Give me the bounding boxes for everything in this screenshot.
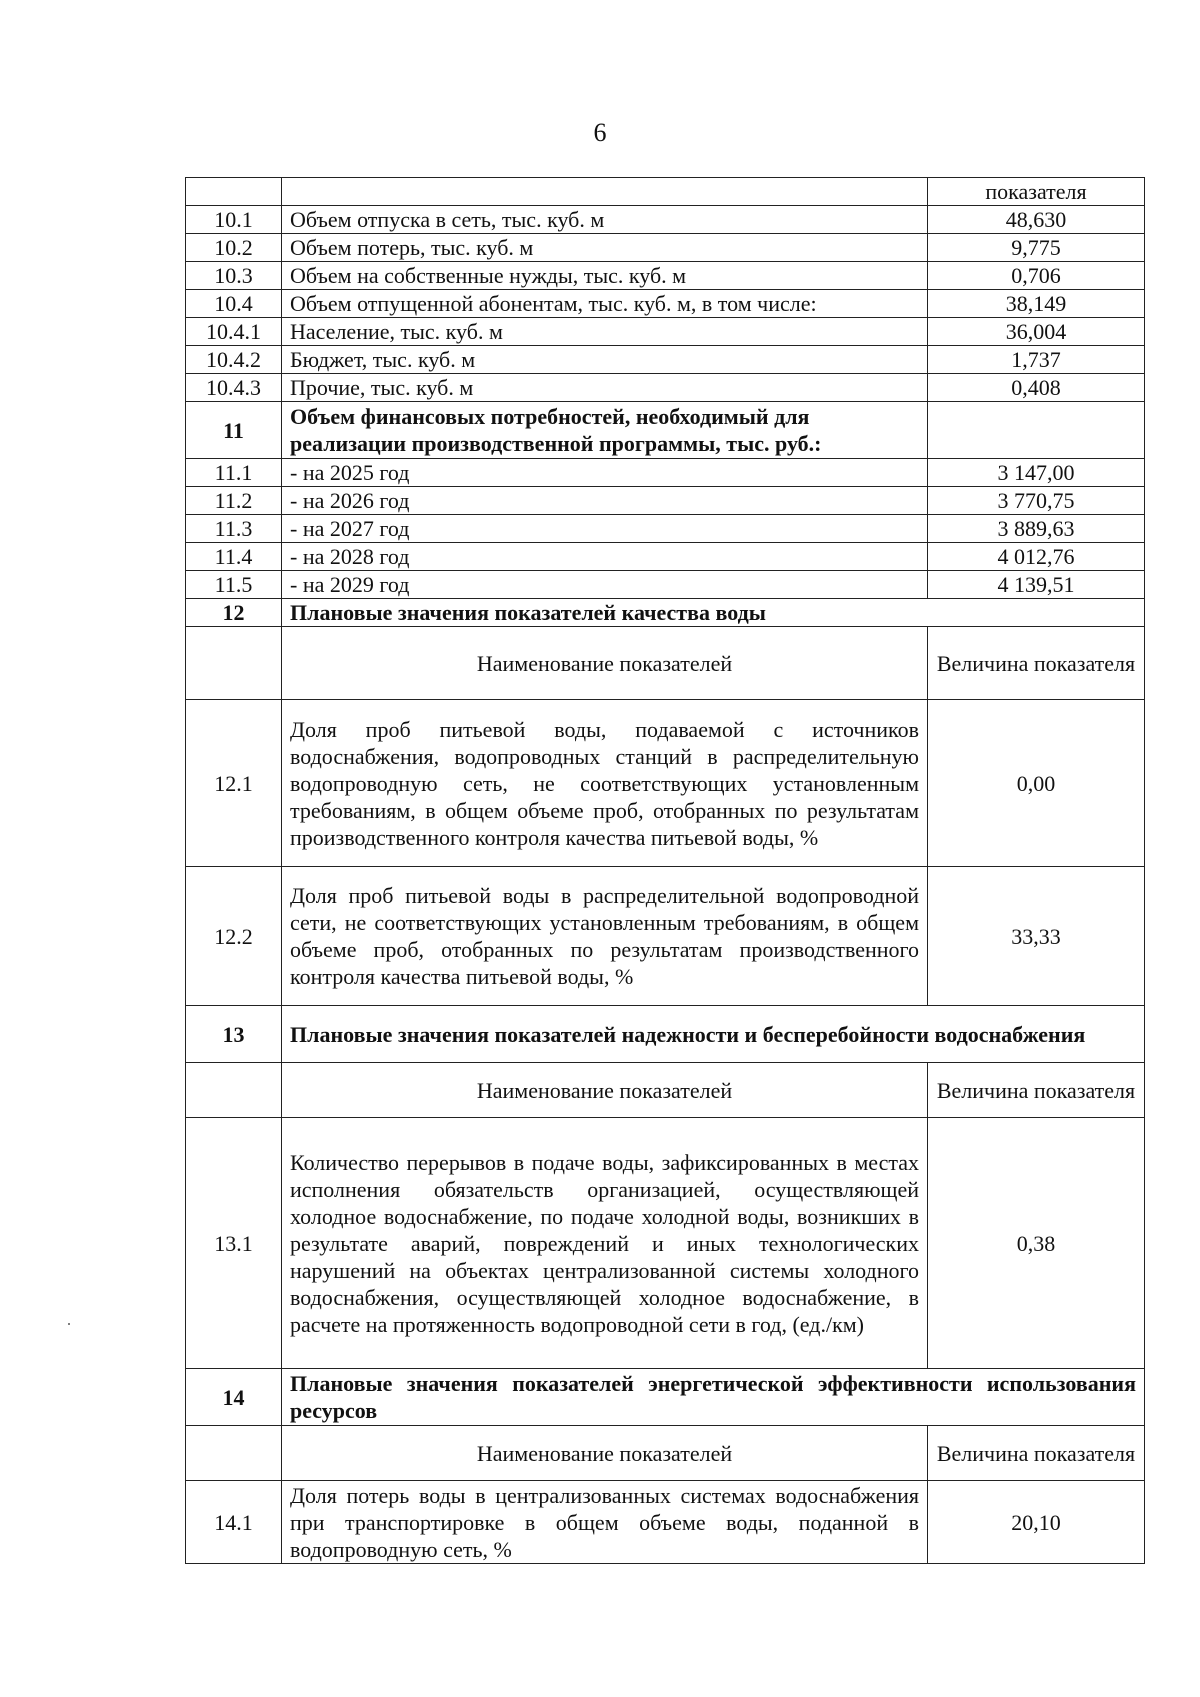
section-title: Плановые значения показателей качества воды bbox=[282, 599, 1145, 627]
table-row bbox=[186, 206, 1145, 234]
section-number: 13 bbox=[186, 1006, 282, 1063]
row-value: 3 889,63 bbox=[928, 515, 1145, 543]
row-number: 10.4.3 bbox=[186, 374, 282, 402]
table-row bbox=[186, 515, 1145, 543]
column-header-name: Наименование показателей bbox=[282, 1063, 928, 1118]
row-value: 4 139,51 bbox=[928, 571, 1145, 599]
column-header-row bbox=[186, 627, 1145, 700]
row-text bbox=[282, 178, 928, 206]
row-text: - на 2027 год bbox=[282, 515, 928, 543]
row-text: Объем на собственные нужды, тыс. куб. м bbox=[282, 262, 928, 290]
row-value: 36,004 bbox=[928, 318, 1145, 346]
row-number: 11.4 bbox=[186, 543, 282, 571]
row-value: 4 012,76 bbox=[928, 543, 1145, 571]
row-number: 14.1 bbox=[186, 1481, 282, 1564]
section-number: 12 bbox=[186, 599, 282, 627]
row-number: 10.4.2 bbox=[186, 346, 282, 374]
section-title: Плановые значения показателей энергетической эффективности использования ресурсов bbox=[282, 1369, 1145, 1426]
table-row bbox=[186, 459, 1145, 487]
row-number: 11.1 bbox=[186, 459, 282, 487]
row-number: 10.4 bbox=[186, 290, 282, 318]
row-text: - на 2025 год bbox=[282, 459, 928, 487]
section-title: Объем финансовых потребностей, необходимый для реализации производственной программы, тыс. руб.: bbox=[282, 402, 928, 459]
row-text: Объем отпуска в сеть, тыс. куб. м bbox=[282, 206, 928, 234]
indicators-table bbox=[185, 177, 1145, 1564]
column-header-name: Наименование показателей bbox=[282, 1426, 928, 1481]
row-number bbox=[186, 1063, 282, 1118]
table-row bbox=[186, 374, 1145, 402]
row-text: Доля проб питьевой воды в распределительной водопроводной сети, не соответствующих установленным требованиям, в общем объеме проб, отобранных по результатам производственного контроля качества питьевой воды, % bbox=[282, 867, 928, 1006]
section-row bbox=[186, 599, 1145, 627]
row-value: 0,706 bbox=[928, 262, 1145, 290]
section-number: 11 bbox=[186, 402, 282, 459]
row-value bbox=[928, 402, 1145, 459]
row-text: Количество перерывов в подаче воды, зафиксированных в местах исполнения обязательств организацией, осуществляющей холодное водоснабжение, по подаче холодной воды, возникших в результате аварий, повреждений и иных технологических нарушений на объектах централизованной системы холодного водоснабжения, осуществляющей холодное водоснабжение, в расчете на протяженность водопроводной сети в год, (ед./км) bbox=[282, 1118, 928, 1369]
row-text: Население, тыс. куб. м bbox=[282, 318, 928, 346]
table-row bbox=[186, 487, 1145, 515]
row-value: 1,737 bbox=[928, 346, 1145, 374]
row-value: 0,38 bbox=[928, 1118, 1145, 1369]
column-header-value: Величина показателя bbox=[928, 627, 1145, 700]
table-row bbox=[186, 234, 1145, 262]
row-number: 10.3 bbox=[186, 262, 282, 290]
scan-speck bbox=[68, 1323, 70, 1325]
table-row bbox=[186, 1118, 1145, 1369]
row-value: 9,775 bbox=[928, 234, 1145, 262]
row-text: - на 2028 год bbox=[282, 543, 928, 571]
section-number: 14 bbox=[186, 1369, 282, 1426]
row-number: 12.1 bbox=[186, 700, 282, 867]
row-number: 10.1 bbox=[186, 206, 282, 234]
table-row bbox=[186, 700, 1145, 867]
row-number bbox=[186, 178, 282, 206]
row-number: 11.2 bbox=[186, 487, 282, 515]
row-value: 48,630 bbox=[928, 206, 1145, 234]
row-number: 11.3 bbox=[186, 515, 282, 543]
row-value: 38,149 bbox=[928, 290, 1145, 318]
column-header-name: Наименование показателей bbox=[282, 627, 928, 700]
row-text: Доля потерь воды в централизованных системах водоснабжения при транспортировке в общем объеме воды, поданной в водопроводную сеть, % bbox=[282, 1481, 928, 1564]
row-number: 13.1 bbox=[186, 1118, 282, 1369]
row-text: Объем потерь, тыс. куб. м bbox=[282, 234, 928, 262]
table-row bbox=[186, 290, 1145, 318]
section-title: Плановые значения показателей надежности и бесперебойности водоснабжения bbox=[282, 1006, 1145, 1063]
row-value: 3 770,75 bbox=[928, 487, 1145, 515]
row-text: Доля проб питьевой воды, подаваемой с источников водоснабжения, водопроводных станций в распределительную водопроводную сеть, не соответствующих установленным требованиям, в общем объеме проб, отобранных по результатам производственного контроля качества питьевой воды, % bbox=[282, 700, 928, 867]
row-text: Объем отпущенной абонентам, тыс. куб. м, в том числе: bbox=[282, 290, 928, 318]
column-header-value: Величина показателя bbox=[928, 1426, 1145, 1481]
row-number: 12.2 bbox=[186, 867, 282, 1006]
page-number: 6 bbox=[593, 118, 607, 147]
table-row bbox=[186, 262, 1145, 290]
row-value: 33,33 bbox=[928, 867, 1145, 1006]
section-row bbox=[186, 1369, 1145, 1426]
table-row bbox=[186, 318, 1145, 346]
section-row bbox=[186, 1006, 1145, 1063]
table-row bbox=[186, 178, 1145, 206]
row-text: - на 2029 год bbox=[282, 571, 928, 599]
row-value: 0,00 bbox=[928, 700, 1145, 867]
column-header-row bbox=[186, 1426, 1145, 1481]
column-header-value: Величина показателя bbox=[928, 1063, 1145, 1118]
row-value: показателя bbox=[928, 178, 1145, 206]
section-row bbox=[186, 402, 1145, 459]
row-text: Бюджет, тыс. куб. м bbox=[282, 346, 928, 374]
table-row bbox=[186, 867, 1145, 1006]
row-value: 3 147,00 bbox=[928, 459, 1145, 487]
row-number bbox=[186, 1426, 282, 1481]
table-row bbox=[186, 571, 1145, 599]
row-number bbox=[186, 627, 282, 700]
table-row bbox=[186, 1481, 1145, 1564]
table-row bbox=[186, 543, 1145, 571]
column-header-row bbox=[186, 1063, 1145, 1118]
row-number: 11.5 bbox=[186, 571, 282, 599]
table-row bbox=[186, 346, 1145, 374]
row-number: 10.4.1 bbox=[186, 318, 282, 346]
row-text: - на 2026 год bbox=[282, 487, 928, 515]
row-number: 10.2 bbox=[186, 234, 282, 262]
row-value: 20,10 bbox=[928, 1481, 1145, 1564]
row-value: 0,408 bbox=[928, 374, 1145, 402]
row-text: Прочие, тыс. куб. м bbox=[282, 374, 928, 402]
